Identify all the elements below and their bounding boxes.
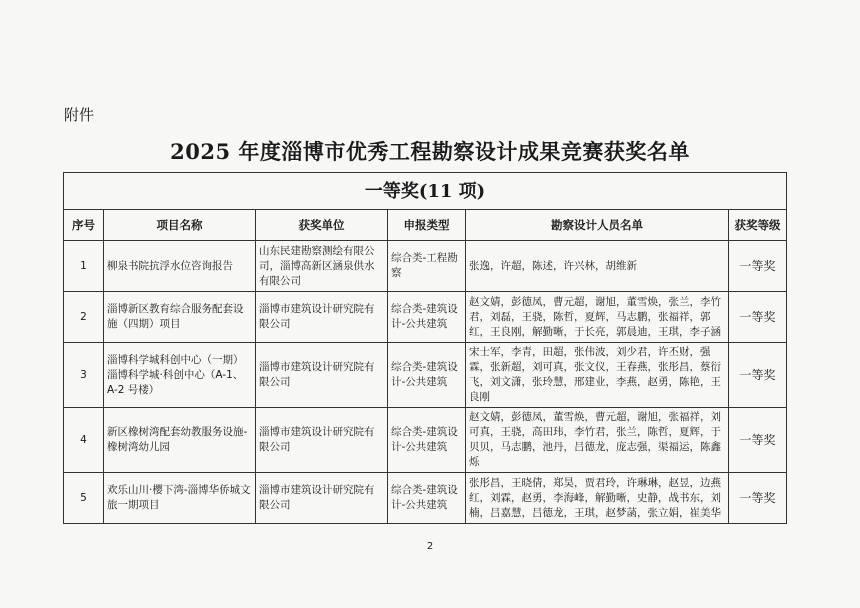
row-level: 一等奖 bbox=[729, 343, 787, 408]
row-unit: 淄博市建筑设计研究院有限公司 bbox=[256, 408, 388, 473]
header-type: 申报类型 bbox=[388, 210, 466, 241]
header-people: 勘察设计人员名单 bbox=[466, 210, 729, 241]
row-project: 欢乐山川·樱下湾-淄博华侨城文旅一期项目 bbox=[104, 473, 256, 524]
row-type: 综合类-建筑设计-公共建筑 bbox=[388, 408, 466, 473]
row-level: 一等奖 bbox=[729, 473, 787, 524]
row-type: 综合类-建筑设计-公共建筑 bbox=[388, 473, 466, 524]
row-project: 柳泉书院抗浮水位咨询报告 bbox=[104, 241, 256, 292]
header-level: 获奖等级 bbox=[729, 210, 787, 241]
table-row bbox=[64, 473, 787, 524]
header-project: 项目名称 bbox=[104, 210, 256, 241]
document-title: 2025 年度淄博市优秀工程勘察设计成果竞赛获奖名单 bbox=[170, 139, 690, 164]
row-people: 张彤昌，王晓倩，郑昊，贾君玲，许琳琳，赵昱，边燕红，刘霖，赵勇，李海峰，解勤晰，史静，战书东，刘楠，吕嘉慧，吕德龙，王琪，赵梦菡，张立娟，崔美华 bbox=[466, 473, 729, 524]
row-unit: 淄博市建筑设计研究院有限公司 bbox=[256, 343, 388, 408]
column-header-row bbox=[64, 210, 787, 241]
row-level: 一等奖 bbox=[729, 241, 787, 292]
row-number: 3 bbox=[64, 343, 104, 408]
row-type: 综合类-建筑设计-公共建筑 bbox=[388, 292, 466, 343]
row-level: 一等奖 bbox=[729, 408, 787, 473]
row-unit: 山东民建勘察测绘有限公司，淄博高新区涵泉供水有限公司 bbox=[256, 241, 388, 292]
row-type: 综合类-建筑设计-公共建筑 bbox=[388, 343, 466, 408]
row-unit: 淄博市建筑设计研究院有限公司 bbox=[256, 473, 388, 524]
row-unit: 淄博市建筑设计研究院有限公司 bbox=[256, 292, 388, 343]
row-number: 4 bbox=[64, 408, 104, 473]
row-people: 张逸，许超，陈述，许兴林，胡维新 bbox=[466, 241, 729, 292]
table-row bbox=[64, 408, 787, 473]
awards-table-container bbox=[63, 172, 786, 524]
row-number: 5 bbox=[64, 473, 104, 524]
row-project: 新区橡树湾配套幼教服务设施-橡树湾幼儿园 bbox=[104, 408, 256, 473]
header-no: 序号 bbox=[64, 210, 104, 241]
row-people: 赵文婧，彭德凤，董雪焕，曹元超，谢旭，张福祥，刘可真，王骁，高田玮，李竹君，张兰，陈哲，夏辉，于贝贝，马志鹏，池丹，吕德龙，庞志强，渠福运，陈鑫烁 bbox=[466, 408, 729, 473]
row-people: 赵文婧，彭德凤，曹元超，谢旭，董雪焕，张兰，李竹君，刘磊，王骁，陈哲，夏辉，马志鹏，张福祥，郭红，王良刚，解勤晰，于长亮，郭晨迪，王琪，李子涵 bbox=[466, 292, 729, 343]
row-people: 宋士军，李青，田超，张伟波，刘少君，许丕财，强霖，张新超，刘可真，张文仪，王春燕，张彤昌，蔡衍飞，刘文潇，张玲慧，邢建业，李燕，赵勇，陈艳，王良刚 bbox=[466, 343, 729, 408]
attachment-label: 附件 bbox=[64, 106, 95, 124]
section-title: 一等奖(11 项) bbox=[64, 173, 787, 210]
row-level: 一等奖 bbox=[729, 292, 787, 343]
row-project: 淄博新区教育综合服务配套设施（四期）项目 bbox=[104, 292, 256, 343]
row-project: 淄博科学城科创中心（一期）淄博科学城·科创中心（A-1、A-2 号楼） bbox=[104, 343, 256, 408]
table-row bbox=[64, 292, 787, 343]
awards-table bbox=[63, 172, 787, 524]
table-row bbox=[64, 241, 787, 292]
section-header-row bbox=[64, 173, 787, 210]
row-type: 综合类-工程勘察 bbox=[388, 241, 466, 292]
row-number: 1 bbox=[64, 241, 104, 292]
row-number: 2 bbox=[64, 292, 104, 343]
table-row bbox=[64, 343, 787, 408]
header-unit: 获奖单位 bbox=[256, 210, 388, 241]
page-number: 2 bbox=[426, 541, 434, 552]
